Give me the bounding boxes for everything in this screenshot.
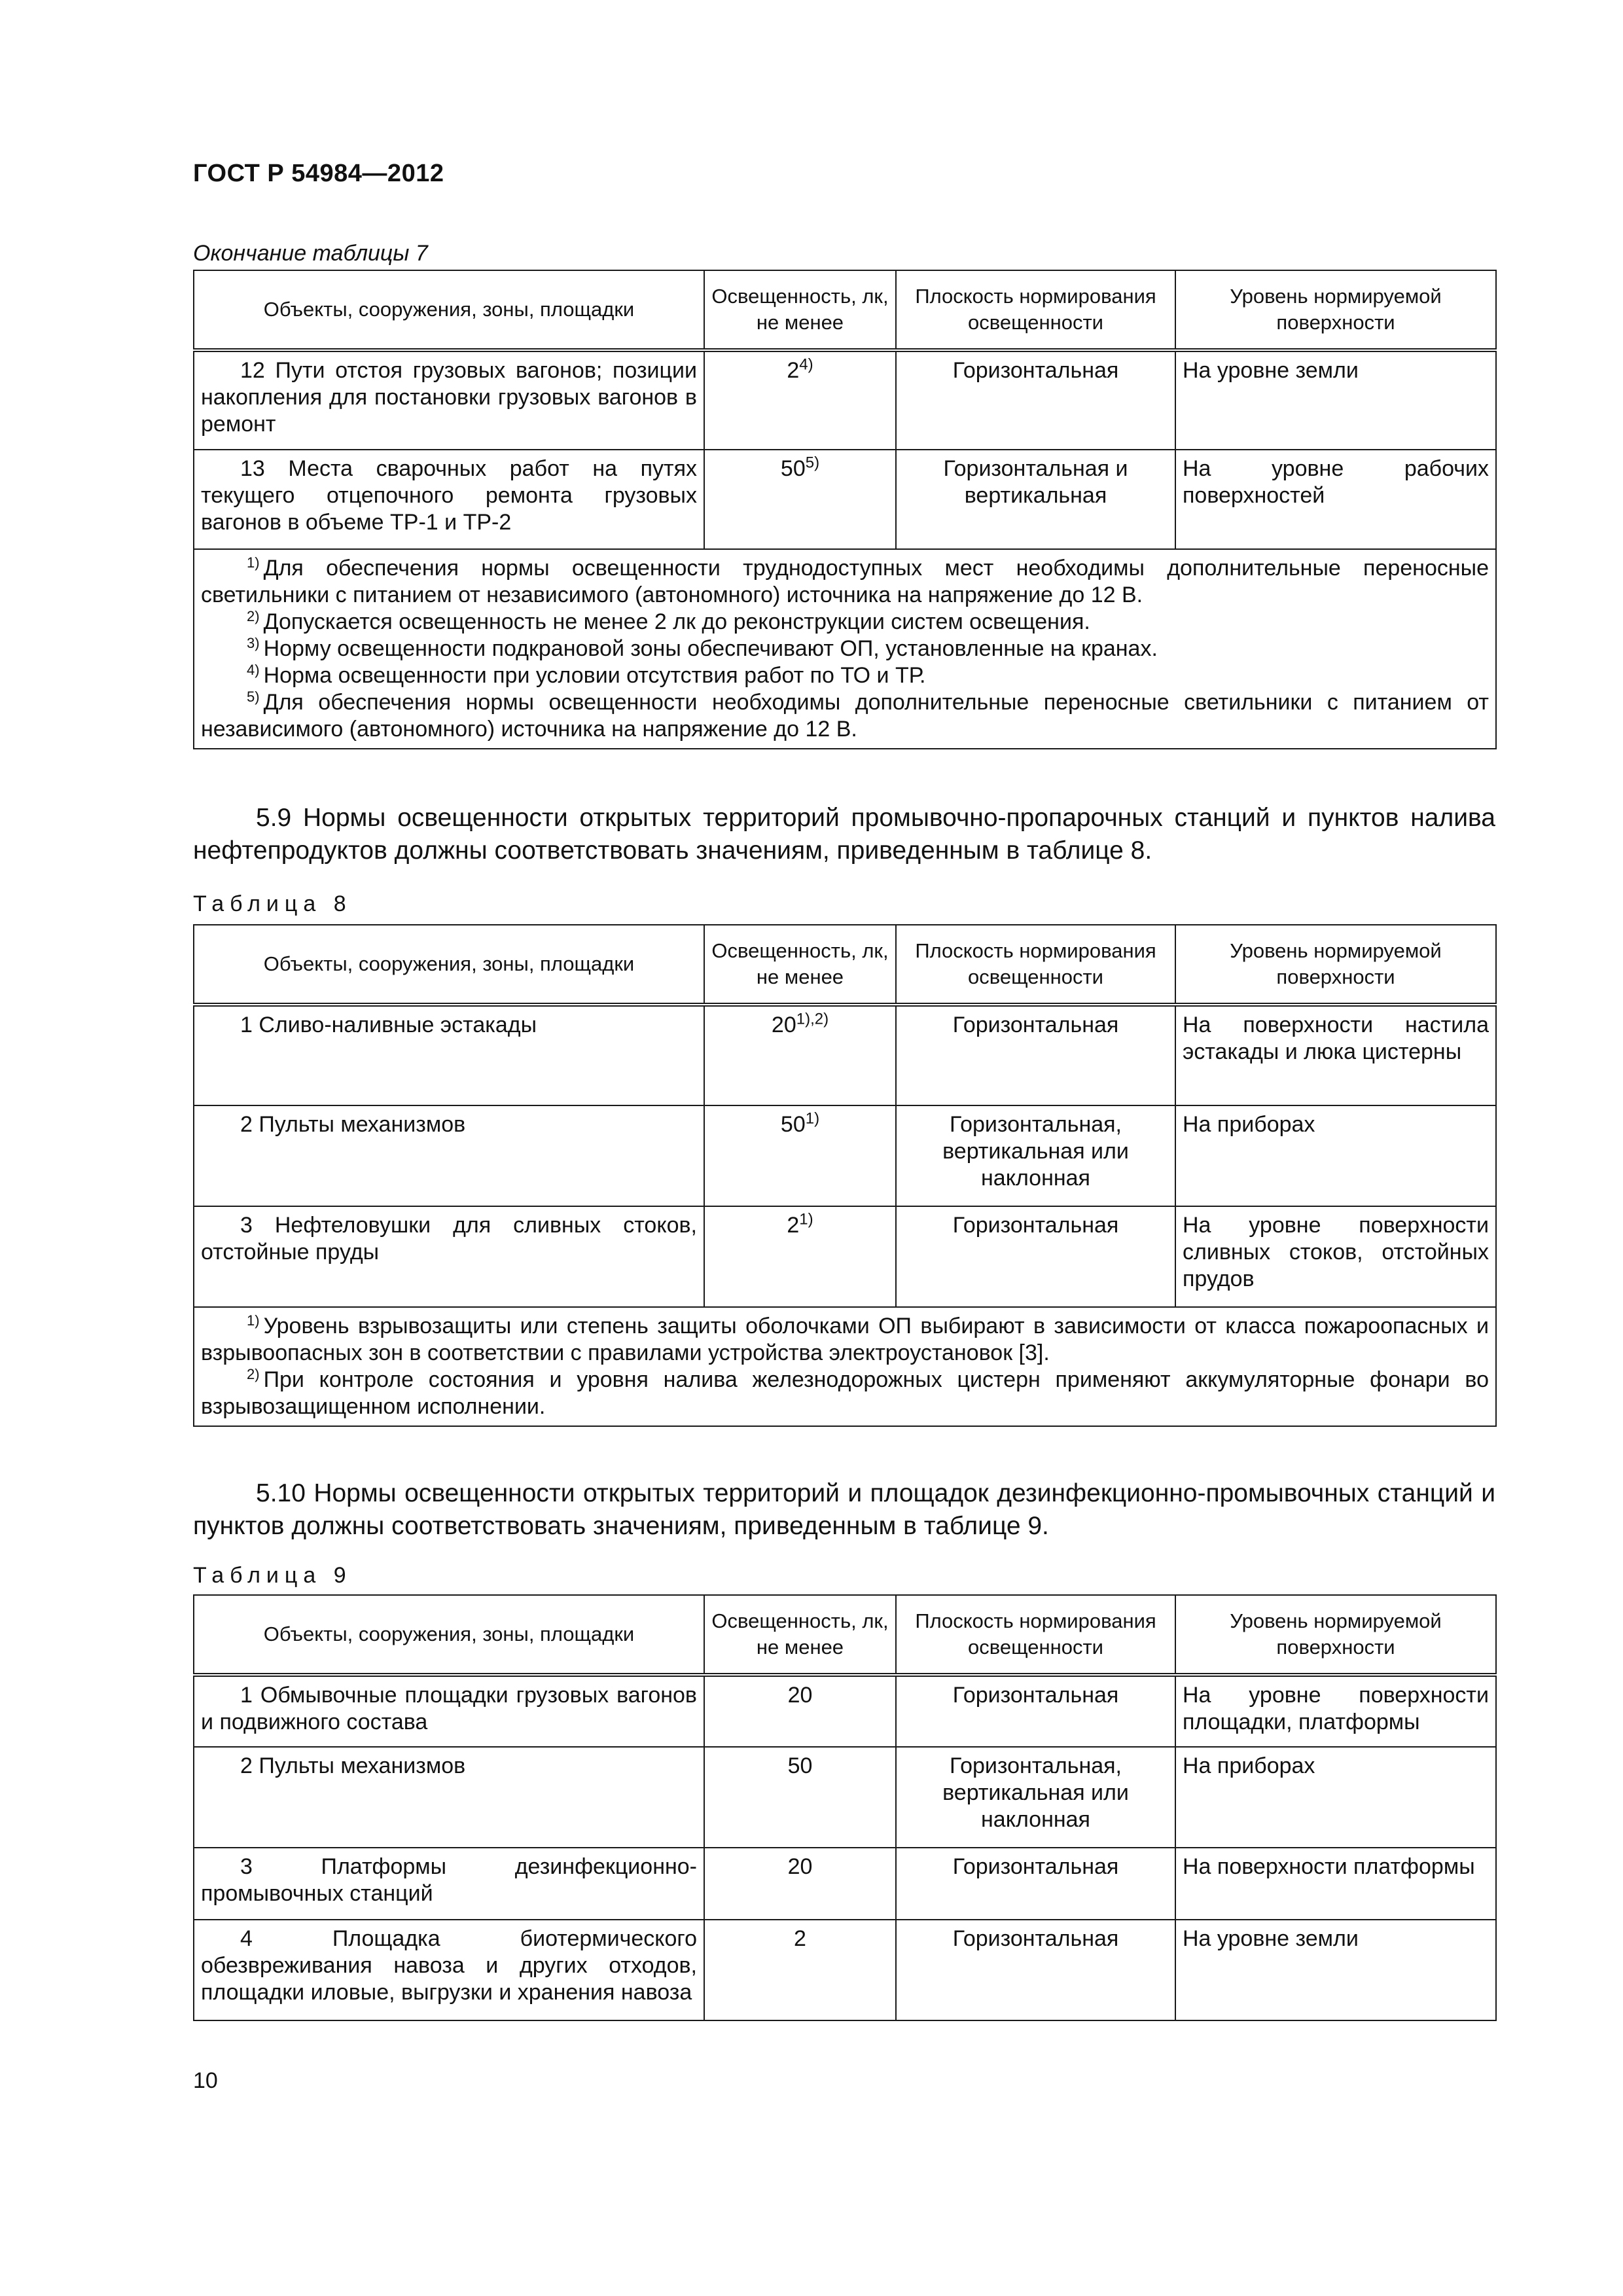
paragraph-5-9: 5.9 Нормы освещенности открытых территорий промывочно-пропарочных станций и пунктов налива нефтепродуктов должны соответствовать значениям, приведенным в таблице 8. [193,804,1495,865]
cell-level: На уровне поверхности площадки, платформы [1175,1675,1496,1747]
footnote [201,1367,1489,1420]
footnote-mark: 1) [247,554,260,571]
cell-plane: Горизонтальная, вертикальная или наклонная [896,1105,1175,1206]
cell-level: На приборах [1175,1105,1496,1206]
table-notes [194,549,1496,749]
column-header-objects: Объекты, сооружения, зоны, площадки [194,1595,704,1675]
footnote-mark: 5) [247,688,260,705]
table-row [194,1920,1496,2020]
cell-illuminance [704,350,896,450]
table7-caption: Окончание таблицы 7 [193,241,428,266]
cell-level: На поверхности настила эстакады и люка цистерны [1175,1005,1496,1105]
footnote-mark: 2) [247,1365,260,1382]
cell-illuminance: 20 [704,1675,896,1747]
cell-illuminance: 20 [704,1848,896,1920]
cell-illuminance [704,1206,896,1307]
cell-plane: Горизонтальная [896,1848,1175,1920]
cell-illuminance: 50 [704,1747,896,1848]
illuminance-footnote-mark: 5) [805,454,820,472]
table-header-row [194,1595,1496,1675]
table-row [194,450,1496,549]
cell-object: 2 Пульты механизмов [194,1105,704,1206]
column-header-objects: Объекты, сооружения, зоны, площадки [194,270,704,350]
footnote-mark: 1) [247,1312,260,1329]
footnote-text: Допускается освещенность не менее 2 лк до реконструкции систем освещения. [263,609,1090,634]
column-header-level: Уровень нормируемой поверхности [1175,270,1496,350]
table-row [194,1005,1496,1105]
cell-object: 13 Места сварочных работ на путях текущего отцепочного ремонта грузовых вагонов в объеме ТР-1 и ТР-2 [194,450,704,549]
column-header-illuminance: Освещенность, лк, не менее [704,270,896,350]
cell-object: 1 Сливо-наливные эстакады [194,1005,704,1105]
cell-level: На поверхности платформы [1175,1848,1496,1920]
cell-plane: Горизонтальная [896,1206,1175,1307]
cell-level: На уровне земли [1175,1920,1496,2020]
illuminance-value: 2 [787,1213,800,1238]
table-notes [194,1307,1496,1426]
column-header-level: Уровень нормируемой поверхности [1175,1595,1496,1675]
table-row [194,1848,1496,1920]
illuminance-value: 50 [780,456,806,481]
table-row [194,1675,1496,1747]
table8 [193,924,1497,1427]
footnote-text: Для обеспечения нормы освещенности труднодоступных мест необходимы дополнительные переносные светильники с питанием от независимого (автономного) источника на напряжение до 12 В. [201,556,1489,607]
cell-illuminance [704,1005,896,1105]
footnote [201,689,1489,743]
illuminance-value: 2 [787,358,800,383]
table-notes-row [194,549,1496,749]
cell-plane: Горизонтальная [896,1675,1175,1747]
table-row [194,1105,1496,1206]
paragraph-5-10: 5.10 Нормы освещенности открытых территорий и площадок дезинфекционно-промывочных станций и пунктов должны соответствовать значениям, приведенным в таблице 9. [193,1479,1495,1540]
footnote-mark: 2) [247,607,260,624]
illuminance-footnote-mark: 1),2) [796,1010,829,1028]
illuminance-footnote-mark: 4) [799,355,813,374]
footnote [201,636,1489,662]
table9 [193,1594,1497,2021]
cell-plane: Горизонтальная и вертикальная [896,450,1175,549]
cell-level: На уровне поверхности сливных стоков, отстойных прудов [1175,1206,1496,1307]
cell-plane: Горизонтальная [896,350,1175,450]
table7 [193,270,1497,749]
footnote-mark: 3) [247,634,260,651]
illuminance-footnote-mark: 1) [805,1109,820,1128]
document-code: ГОСТ Р 54984—2012 [193,160,444,187]
cell-object: 4 Площадка биотермического обезвреживания навоза и других отходов, площадки иловые, выгрузки и хранения навоза [194,1920,704,2020]
footnote [201,609,1489,636]
column-header-plane: Плоскость нормирования освещенности [896,270,1175,350]
footnote-text: Для обеспечения нормы освещенности необходимы дополнительные переносные светильники с питанием от независимого (автономного) источника на напряжение до 12 В. [201,690,1489,742]
table-row [194,350,1496,450]
cell-illuminance: 2 [704,1920,896,2020]
cell-object: 2 Пульты механизмов [194,1747,704,1848]
cell-illuminance [704,1105,896,1206]
illuminance-value: 20 [771,1013,796,1037]
table-header-row [194,270,1496,350]
cell-plane: Горизонтальная [896,1920,1175,2020]
cell-level: На уровне рабочих поверхностей [1175,450,1496,549]
footnote [201,1313,1489,1367]
page-number: 10 [193,2068,218,2093]
cell-object: 3 Платформы дезинфекционно-промывочных станций [194,1848,704,1920]
table8-caption: Таблица 8 [193,891,352,916]
illuminance-value: 50 [780,1112,806,1137]
column-header-objects: Объекты, сооружения, зоны, площадки [194,925,704,1005]
table-notes-row [194,1307,1496,1426]
footnote [201,555,1489,609]
cell-level: На приборах [1175,1747,1496,1848]
cell-plane: Горизонтальная [896,1005,1175,1105]
column-header-plane: Плоскость нормирования освещенности [896,925,1175,1005]
table-header-row [194,925,1496,1005]
table-row [194,1206,1496,1307]
footnote-text: При контроле состояния и уровня налива железнодорожных цистерн применяют аккумуляторные фонари во взрывозащищенном исполнении. [201,1367,1489,1419]
cell-object: 12 Пути отстоя грузовых вагонов; позиции накопления для постановки грузовых вагонов в ремонт [194,350,704,450]
column-header-illuminance: Освещенность, лк, не менее [704,1595,896,1675]
table9-caption: Таблица 9 [193,1563,352,1588]
table-row [194,1747,1496,1848]
cell-illuminance [704,450,896,549]
cell-object: 3 Нефтеловушки для сливных стоков, отстойные пруды [194,1206,704,1307]
cell-object: 1 Обмывочные площадки грузовых вагонов и подвижного состава [194,1675,704,1747]
footnote [201,662,1489,689]
column-header-illuminance: Освещенность, лк, не менее [704,925,896,1005]
column-header-level: Уровень нормируемой поверхности [1175,925,1496,1005]
column-header-plane: Плоскость нормирования освещенности [896,1595,1175,1675]
footnote-text: Норма освещенности при условии отсутствия работ по ТО и ТР. [263,663,926,688]
footnote-text: Уровень взрывозащиты или степень защиты оболочками ОП выбирают в зависимости от класса пожароопасных и взрывоопасных зон в соответствии с правилами устройства электроустановок [3]. [201,1314,1489,1365]
cell-level: На уровне земли [1175,350,1496,450]
footnote-text: Норму освещенности подкрановой зоны обеспечивают ОП, установленные на кранах. [263,636,1158,661]
illuminance-footnote-mark: 1) [799,1210,813,1229]
cell-plane: Горизонтальная, вертикальная или наклонная [896,1747,1175,1848]
footnote-mark: 4) [247,661,260,678]
